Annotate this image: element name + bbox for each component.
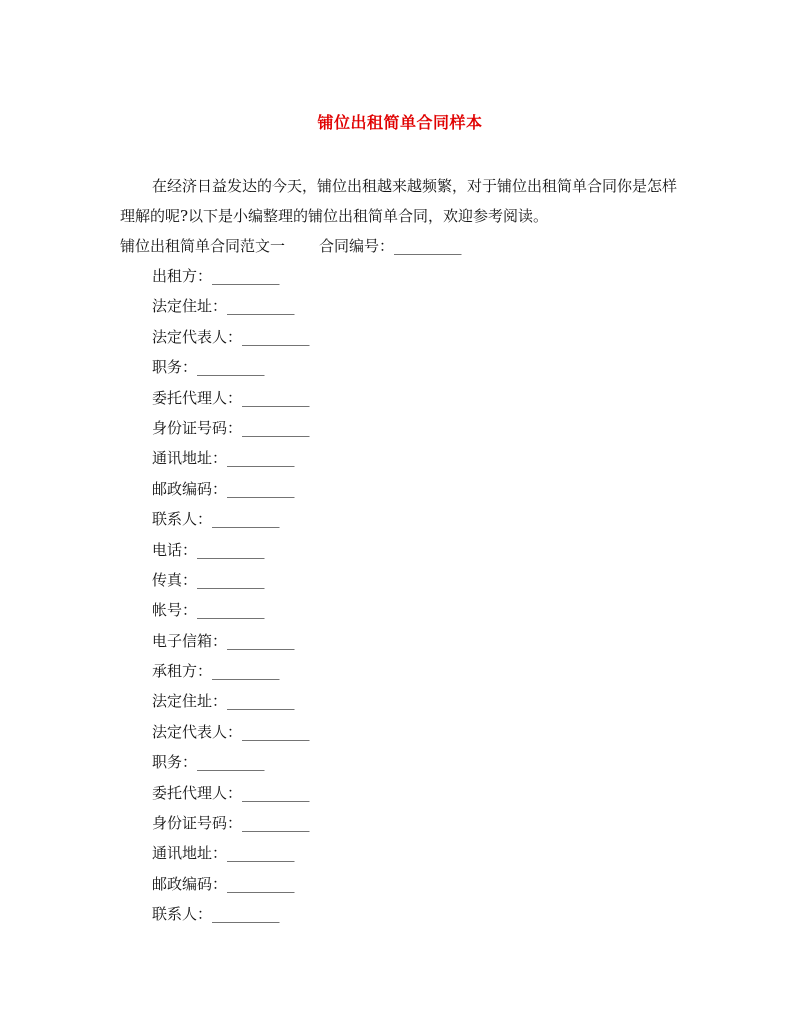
field-lessor-address: 法定住址：_________ xyxy=(152,297,295,316)
field-lessee-agent: 委托代理人：_________ xyxy=(152,783,310,802)
field-lessor-email: 电子信箱：_________ xyxy=(152,631,295,650)
sample-heading: 铺位出租简单合同范文一 xyxy=(120,237,286,255)
field-lessee-contact: 联系人：_________ xyxy=(152,905,280,924)
field-lessee: 承租方：_________ xyxy=(152,662,280,681)
field-lessor-agent: 委托代理人：_________ xyxy=(152,388,310,407)
intro-paragraph: 在经济日益发达的今天，铺位出租越来越频繁，对于铺位出租简单合同你是怎样理解的呢?以下是小编整理的铺位出租简单合同，欢迎参考阅读。 xyxy=(120,177,678,225)
field-lessee-address: 法定住址：_________ xyxy=(152,692,295,711)
sample-heading-line xyxy=(120,231,462,261)
field-lessor-id-number: 身份证号码：_________ xyxy=(152,418,310,437)
field-lessor-postcode: 邮政编码：_________ xyxy=(152,479,295,498)
field-lessee-postcode: 邮政编码：_________ xyxy=(152,874,295,893)
field-lessor-position: 职务：_________ xyxy=(152,358,265,377)
field-lessee-id-number: 身份证号码：_________ xyxy=(152,814,310,833)
field-lessor-fax: 传真：_________ xyxy=(152,570,265,589)
field-lessor-mailing-address: 通讯地址：_________ xyxy=(152,449,295,468)
field-lessor-phone: 电话：_________ xyxy=(152,540,265,559)
field-lessor-legal-rep: 法定代表人：_________ xyxy=(152,327,310,346)
field-lessor-contact: 联系人：_________ xyxy=(152,510,280,529)
field-lessor: 出租方：_________ xyxy=(152,267,280,285)
field-lessee-legal-rep: 法定代表人：_________ xyxy=(152,722,310,741)
party-fields-list xyxy=(152,261,310,930)
field-lessee-position: 职务：_________ xyxy=(152,753,265,772)
contract-number-field: 合同编号：_________ xyxy=(319,237,462,255)
field-lessee-mailing-address: 通讯地址：_________ xyxy=(152,844,295,863)
document-title: 铺位出租简单合同样本 xyxy=(317,113,483,132)
field-lessor-account: 帐号：_________ xyxy=(152,601,265,620)
